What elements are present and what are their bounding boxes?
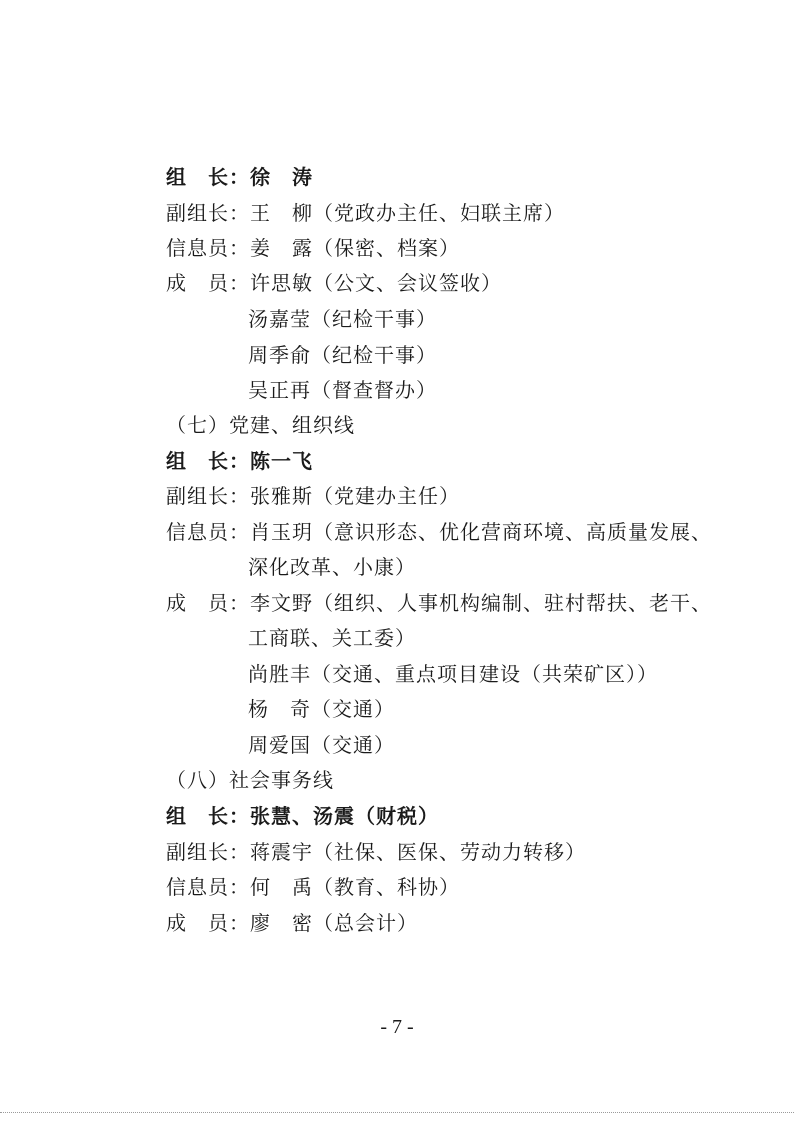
section-heading-8: （八）社会事务线	[166, 768, 334, 792]
group-leader-line: 组 长：徐 涛	[166, 165, 313, 189]
member-line: 周爱国（交通）	[248, 733, 395, 757]
info-officer-line: 信息员：肖玉玥（意识形态、优化营商环境、高质量发展、	[166, 520, 712, 544]
member-line: 成 员：许思敏（公文、会议签收）	[166, 271, 502, 295]
group-leader-line: 组 长：陈一飞	[166, 449, 313, 473]
member-continuation: 工商联、关工委）	[248, 626, 416, 650]
info-officer-line: 信息员：姜 露（保密、档案）	[166, 236, 460, 260]
info-officer-continuation: 深化改革、小康）	[248, 555, 416, 579]
section-heading-7: （七）党建、组织线	[166, 413, 355, 437]
member-line: 周季俞（纪检干事）	[248, 343, 437, 367]
deputy-leader-line: 副组长：王 柳（党政办主任、妇联主席）	[166, 201, 565, 225]
bottom-divider	[0, 1112, 794, 1113]
page-number: - 7 -	[380, 1016, 414, 1038]
member-line: 尚胜丰（交通、重点项目建设（共荣矿区））	[248, 662, 658, 686]
group-leader-line: 组 长：张慧、汤震（财税）	[166, 804, 439, 828]
member-line: 汤嘉莹（纪检干事）	[248, 307, 437, 331]
member-line: 吴正再（督查督办）	[248, 378, 437, 402]
info-officer-line: 信息员：何 禹（教育、科协）	[166, 875, 460, 899]
deputy-leader-line: 副组长：蒋震宇（社保、医保、劳动力转移）	[166, 840, 586, 864]
member-line: 杨 奇（交通）	[248, 697, 395, 721]
member-line: 成 员：李文野（组织、人事机构编制、驻村帮扶、老干、	[166, 591, 712, 615]
member-line: 成 员：廖 密（总会计）	[166, 911, 418, 935]
deputy-leader-line: 副组长：张雅斯（党建办主任）	[166, 484, 460, 508]
